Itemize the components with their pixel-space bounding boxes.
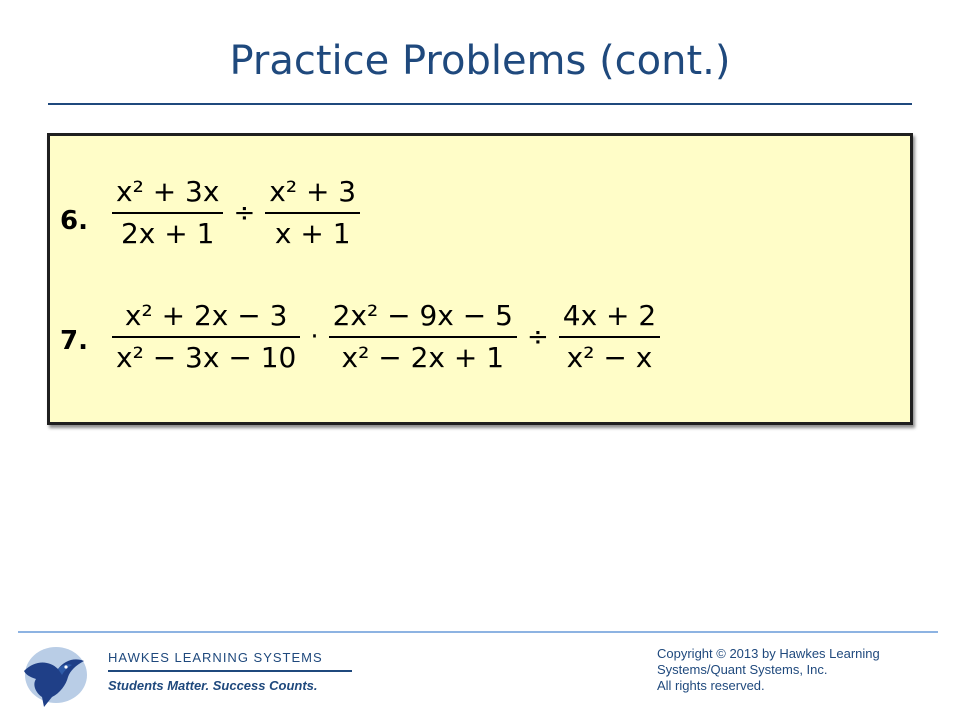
denominator: x² − 3x − 10 — [116, 341, 297, 374]
slide-title: Practice Problems (cont.) — [229, 38, 731, 84]
fraction — [112, 299, 300, 374]
numerator: x² + 3x — [116, 175, 220, 208]
problem-7-expression — [112, 299, 660, 374]
title-divider — [48, 103, 912, 105]
fraction — [265, 175, 360, 250]
divide-operator: ÷ — [233, 198, 256, 228]
numerator: 2x² − 9x − 5 — [332, 299, 513, 332]
footer-divider — [18, 631, 938, 633]
brand-underline — [108, 670, 352, 672]
brand-tagline: Students Matter. Success Counts. — [108, 678, 318, 693]
eagle-icon — [18, 641, 90, 711]
denominator: x + 1 — [274, 217, 351, 250]
fraction — [329, 299, 517, 374]
denominator: 2x + 1 — [120, 217, 215, 250]
brand-name: HAWKES LEARNING SYSTEMS — [108, 650, 323, 665]
problem-box — [47, 133, 913, 425]
copyright-notice — [657, 646, 947, 694]
denominator: x² − 2x + 1 — [341, 341, 505, 374]
divide-operator: ÷ — [526, 322, 549, 352]
copyright-line: Systems/Quant Systems, Inc. — [657, 662, 828, 677]
problem-6-expression — [112, 175, 360, 250]
problem-7-number: 7. — [60, 326, 88, 356]
fraction — [559, 299, 660, 374]
numerator: 4x + 2 — [562, 299, 657, 332]
multiply-operator: · — [310, 322, 319, 352]
numerator: x² + 2x − 3 — [124, 299, 288, 332]
numerator: x² + 3 — [269, 175, 357, 208]
denominator: x² − x — [566, 341, 653, 374]
fraction — [112, 175, 223, 250]
copyright-line: Copyright © 2013 by Hawkes Learning — [657, 646, 880, 661]
copyright-line: All rights reserved. — [657, 678, 765, 693]
problem-6-number: 6. — [60, 206, 88, 236]
